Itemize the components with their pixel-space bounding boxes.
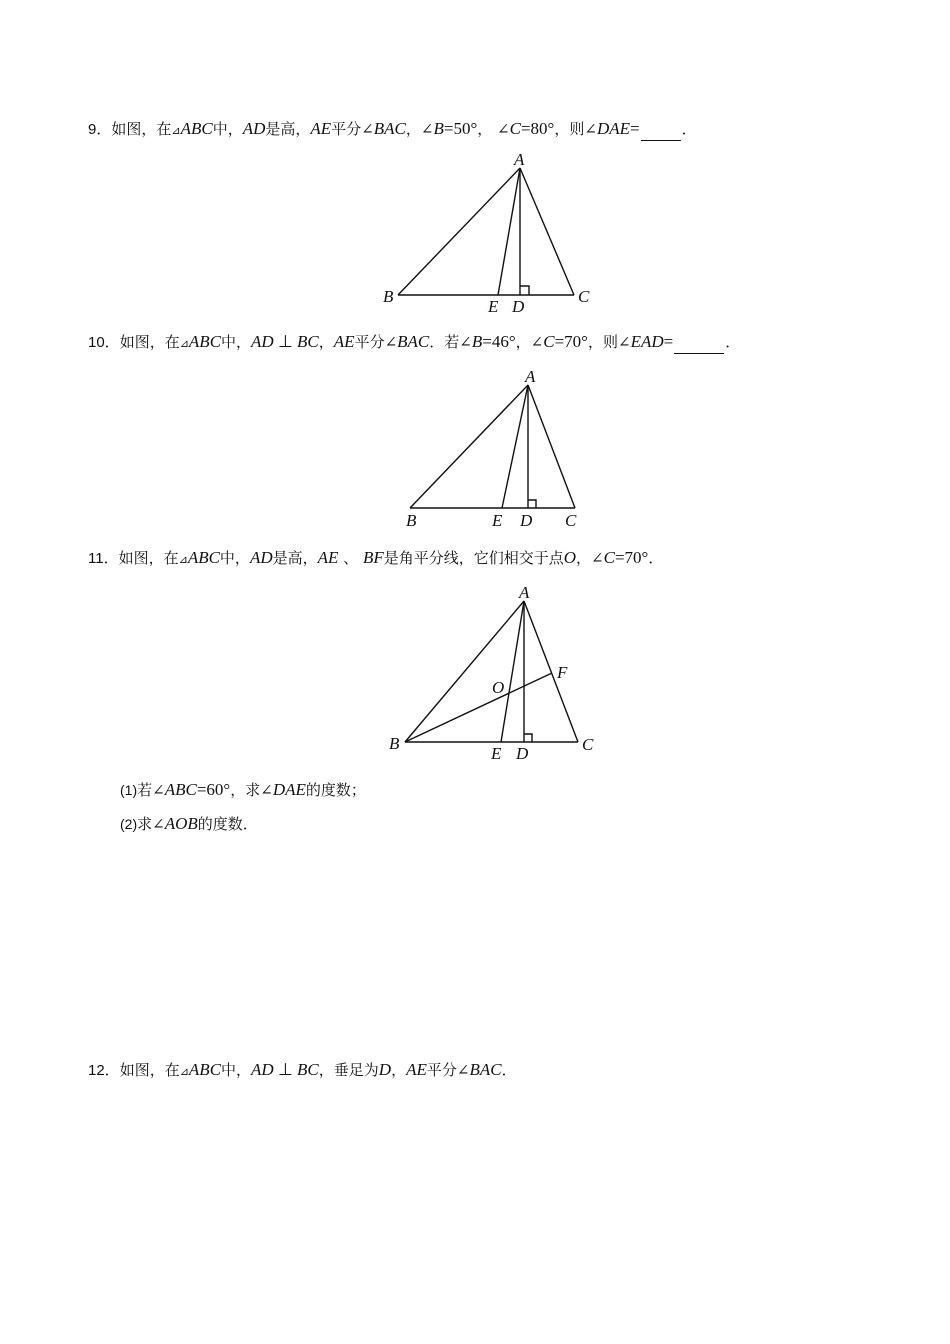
angle-symbol: ∠ [260, 781, 273, 799]
text: 平分 [354, 333, 385, 351]
perp-symbol: ⊥ [273, 332, 298, 351]
text: ．若 [429, 333, 460, 351]
text: 是高， [272, 549, 318, 567]
math-bac: BAC [373, 119, 406, 138]
math-d: D [378, 1060, 392, 1079]
text: ． [681, 120, 697, 138]
value-b: =50° [443, 119, 478, 138]
text: 如图，在 [118, 549, 179, 567]
text: 中， [219, 549, 250, 567]
math-o: O [563, 548, 577, 567]
math-bac: BAC [469, 1060, 502, 1079]
text: 的度数； [305, 781, 366, 799]
triangle-symbol: ⊿ [171, 124, 181, 137]
value-c: =80° [520, 119, 555, 138]
triangle-symbol: ⊿ [178, 553, 188, 566]
label-a: A [525, 367, 536, 386]
label-c: C [578, 287, 590, 306]
angle-symbol: ∠ [456, 1061, 470, 1079]
math-b: B [433, 119, 444, 138]
question-11-part-1 [120, 780, 366, 800]
angle-symbol: ∠ [617, 333, 631, 351]
text: 中， [212, 120, 243, 138]
text: 平分 [426, 1061, 457, 1079]
math-abc: ABC [188, 332, 222, 351]
angle-symbol: ∠ [591, 549, 604, 567]
math-bf: BF [362, 548, 384, 567]
text: ， [477, 120, 498, 138]
part-number: (2) [120, 816, 138, 832]
question-number: 12． [88, 1062, 120, 1079]
segment-ae [501, 601, 524, 742]
question-number: 10． [88, 334, 120, 351]
math-ae: AE [317, 548, 339, 567]
math-abc: ABC [188, 1060, 222, 1079]
perp-symbol: ⊥ [273, 1060, 298, 1079]
angle-symbol: ∠ [152, 781, 165, 799]
text: 如图，在 [119, 333, 180, 351]
angle-symbol: ∠ [152, 815, 165, 833]
text: ， [405, 120, 421, 138]
text: ， [515, 333, 531, 351]
label-c: C [582, 735, 594, 754]
text: ， [318, 333, 334, 351]
math-bc: BC [297, 1060, 319, 1079]
math-abc: ABC [187, 548, 220, 567]
label-a: A [514, 150, 525, 169]
text: ，垂足为 [318, 1061, 379, 1079]
angle-symbol: ∠ [361, 120, 374, 138]
math-abc: ABC [164, 780, 197, 799]
label-b: B [389, 734, 400, 753]
math-ae: AE [333, 332, 355, 351]
angle-symbol: ∠ [497, 120, 510, 138]
text: 如图，在 [111, 120, 172, 138]
text: 、 [338, 549, 363, 567]
angle-symbol: ∠ [384, 333, 398, 351]
label-b: B [383, 287, 394, 306]
math-c: C [543, 332, 555, 351]
value-c: =70° [554, 332, 588, 351]
label-f: F [557, 663, 568, 682]
side-ab [405, 601, 524, 742]
equals: = [663, 332, 674, 351]
value-c: =70° [614, 548, 649, 567]
label-e: E [492, 511, 503, 530]
side-ac [524, 601, 578, 742]
text: 的度数． [197, 815, 258, 833]
text: 若 [137, 781, 153, 799]
text: ． [725, 333, 741, 351]
text: 是角平分线，它们相交于点 [383, 549, 564, 567]
label-o: O [492, 678, 505, 697]
math-bc: BC [297, 332, 319, 351]
triangle-symbol: ⊿ [179, 1065, 189, 1078]
question-number: 11． [88, 550, 119, 567]
label-e: E [488, 297, 499, 316]
math-c: C [509, 119, 521, 138]
math-dae: DAE [272, 780, 306, 799]
label-d: D [520, 511, 533, 530]
math-ae: AE [406, 1060, 427, 1079]
text: ． [501, 1061, 517, 1079]
text: ，则 [587, 333, 618, 351]
value-b: =46° [482, 332, 516, 351]
math-aob: AOB [164, 814, 198, 833]
question-11-part-2 [120, 814, 258, 834]
math-ad: AD [242, 119, 266, 138]
math-ad: AD [251, 332, 274, 351]
text: ， [391, 1061, 407, 1079]
math-dae: DAE [596, 119, 630, 138]
math-abc: ABC [180, 119, 213, 138]
value-abc: =60° [196, 780, 231, 799]
question-12 [88, 1060, 517, 1082]
angle-symbol: ∠ [584, 120, 597, 138]
text: 求 [137, 815, 153, 833]
equals: = [629, 119, 640, 138]
text: 是高， [265, 120, 311, 138]
angle-symbol: ∠ [530, 333, 544, 351]
label-d: D [516, 744, 529, 763]
right-angle-mark [524, 734, 532, 742]
label-c: C [565, 511, 577, 530]
part-number: (1) [120, 782, 138, 798]
question-number: 9． [88, 121, 112, 138]
text: 平分 [331, 120, 362, 138]
text: 如图，在 [119, 1061, 180, 1079]
math-b: B [471, 332, 483, 351]
label-d: D [512, 297, 525, 316]
math-ad: AD [251, 1060, 274, 1079]
math-ad: AD [249, 548, 273, 567]
text: ， [576, 549, 592, 567]
segment-bf [405, 673, 552, 742]
text: 中， [221, 1061, 252, 1079]
angle-symbol: ∠ [420, 120, 434, 138]
math-ae: AE [310, 119, 332, 138]
label-a: A [519, 583, 530, 602]
text: ． [648, 549, 664, 567]
text: 中， [221, 333, 252, 351]
math-bac: BAC [397, 332, 430, 351]
math-c: C [603, 548, 615, 567]
math-ead: EAD [630, 332, 664, 351]
triangle-symbol: ⊿ [179, 337, 189, 350]
angle-symbol: ∠ [459, 333, 472, 351]
label-e: E [491, 744, 502, 763]
text: ，求 [230, 781, 261, 799]
label-b: B [406, 511, 417, 530]
text: ，则 [554, 120, 585, 138]
